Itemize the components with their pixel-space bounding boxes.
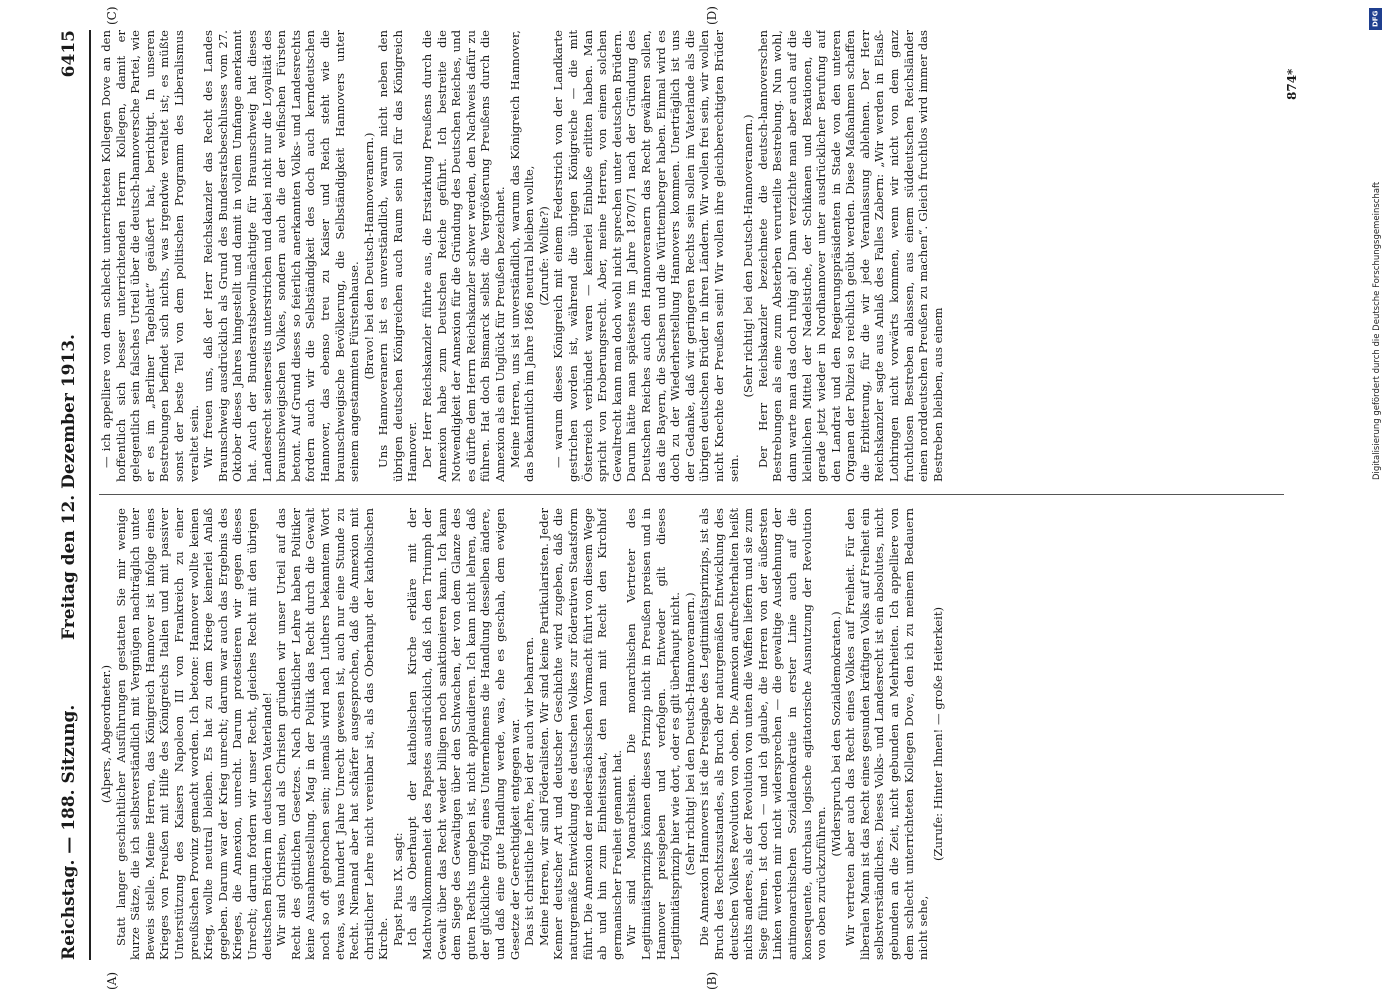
margin-marker-c: (C) <box>105 6 119 25</box>
header-rule <box>89 30 91 960</box>
text-column-right <box>99 30 1284 482</box>
margin-marker-a: (A) <box>105 971 119 990</box>
header-date: Freitag den 12. Dezember 1913. <box>59 334 79 640</box>
paragraph: Der Herr Reichskanzler bezeichnete die deutsch-hannoverschen Bestrebungen als eine zum Absterben verurteilte Bestrebung. Nun wohl, dann warte man das doch ruhig ab! Dann verzichte man aber auch auf die kleinlichen Mittel der Nadelstiche, der Schikanen und Bexationen, die gerade jetzt wieder in Nordhannover unter ausdrücklicher Berufung auf den Landrat und den Regierungspräsidenten in Stade von den unteren Organen der Polizei so reichlich geübt werden. Diese Maßnahmen schaffen die Erbitterung, für die wir jede Veranlassung ablehnen. Der Herr Reichskanzler sagte aus Anlaß des Falles Zabern: „Wir werden in Elsaß-Lothringen nicht vorwärts kommen, wenn wir nicht von dem ganz fruchtlosen Bestreben ablassen, aus einem süddeutschen Reichsländer einen norddeutschen Preußen zu machen“. Gleich fruchtlos wird immer das Bestreben bleiben, aus einem <box>755 30 945 482</box>
paragraph: Ich als Oberhaupt der katholischen Kirche erkläre mit der Machtvollkommenheit des Papstes ausdrücklich, daß ich den Triumph der Gewalt über das Recht weder billigen noch sanktionieren kann. Ich kann dem Siege des Gewaltigen über den Schwachen, der von dem Glanze des guten Rechts umgeben ist, nicht applaudieren. Ich kann nicht lehren, daß der glückliche Erfolg eines Unternehmens die Handlung desselben ändere, und daß eine gute Handlung werde, was, ehe es geschah, dem ewigen Gesetze der Gerechtigkeit entgegen war. <box>405 508 522 960</box>
digitization-note-text: Digitalisierung gefördert durch die Deutsche Forschungsgemeinschaft <box>1372 181 1382 480</box>
paragraph: Uns Hannoveranern ist es unverständlich, warum nicht neben den übrigen deutschen Königreichen auch Raum sein soll für das Königreich Hannover. <box>376 30 420 482</box>
header-left: Reichstag. — 188. Sitzung. <box>59 704 79 960</box>
margin-marker-d: (D) <box>705 6 719 25</box>
paragraph: Wir vertreten aber auch das Recht eines Volkes auf Freiheit. Für den liberalen Mann ist das Recht eines gesunden kräftigen Volks auf Freiheit ein selbstverständliches. Dieses Volks- und Landesrecht ist ein absolutes, nicht gebunden an die Zeit, nicht gebunden an Mehrheiten. Ich appelliere von dem schlecht unterrichteten Kollegen Dove, den ich zu meinem Bedauern nicht sehe, <box>843 508 931 960</box>
column-divider <box>99 494 1284 495</box>
paragraph: Meine Herren, uns ist unverständlich, warum das Königreich Hannover, das bekanntlich im Jahre 1866 neutral bleiben wollte, <box>507 30 537 482</box>
paragraph: — warum dieses Königreich mit einem Federstrich von der Landkarte gestrichen worden ist, während die übrigen Königreiche — die mit Österreich verbündet waren — keinerlei Einbuße erlitten haben. Man spricht von Eroberungsrecht. Aber, meine Herren, von einem solchen Gewaltrecht kann man doch wohl nicht sprechen unter deutschen Brüdern. Darum hätte man spätestens im Jahre 1870/71 nach der Gründung des Deutschen Reiches auch den Hannoveranern das Recht gewähren sollen, das die Bayern, die Sachsen und die Württemberger haben. Einmal wird es doch zu der Wiederherstellung Hannovers kommen. Unerträglich ist uns der Gedanke, daß wir geringeren Rechts sein sollen im Vaterlande als die übrigen deutschen Brüder in ihren Ländern. Wir wollen frei sein, wir wollen nicht Knechte der Preußen sein! Wir wollen ihre gleichberechtigten Brüder sein. <box>551 30 741 482</box>
paragraph: (Sehr richtig! bei den Deutsch-Hannoveranern.) <box>682 592 697 876</box>
margin-marker-b: (B) <box>705 971 719 990</box>
rotated-page-content <box>45 0 1345 1000</box>
paragraph: (Sehr richtig! bei den Deutsch-Hannoveranern.) <box>741 114 756 398</box>
paragraph: (Bravo! bei den Deutsch-Hannoveranern.) <box>361 132 376 380</box>
paragraph: Wir freuen uns, daß der Herr Reichskanzler das Recht des Landes Braunschweig ausdrücklich als Grund des Bundesratsbeschlusses vom 27. Oktober dieses Jahres hingestellt und damit in vollem Umfange anerkannt hat. Auch der Bundesratsbevollmächtigte für Braunschweig hat dieses Landesrecht seinerseits unterstrichen und dabei nicht nur die Loyalität des braunschweigischen Volkes, sondern auch die der welfischen Fürsten betont. Auf Grund dieses so feierlich anerkannten Volks- und Landesrechts fordern auch wir die Selbständigkeit des doch auch kerndeutschen Hannover, das ebenso treu zu Kaiser und Reich steht wie die braunschweigische Bevölkerung, die Selbständigkeit Hannovers unter seinem angestammten Fürstenhause. <box>201 30 362 482</box>
dfg-logo: DFG <box>1369 8 1382 30</box>
paragraph: Das ist christliche Lehre, bei der auch wir beharren. <box>522 636 537 946</box>
paragraph: Die Annexion Hannovers ist die Preisgabe des Legitimitätsprinzips, ist als Bruch des Rechtszustandes, als Bruch der naturgemäßen Entwicklung des deutschen Volkes Revolution von oben. Die Annexion aufrechterhalten heißt nichts anderes, als der Revolution von unten die Waffen liefern und sie zum Siege führen. Ist doch — und ich glaube, die Herren von der äußersten Linken werden mir nicht widersprechen — die gewaltige Ausdehnung der antimonarchischen Sozialdemokratie in erster Linie auch auf die konsequente, durchaus logische agitatorische Ausnutzung der Revolution von oben zurückzuführen. <box>697 508 829 960</box>
footer-mark: 874* <box>1285 68 1299 100</box>
text-column-left <box>99 508 1284 960</box>
paragraph: Wir sind Monarchisten. Die monarchischen Vertreter des Legitimitätsprinzips können dieses Prinzip nicht in Preußen preisen und in Hannover preisgeben und verfolgen. Entweder gilt dieses Legitimitätsprinzip hier wie dort, oder es gilt überhaupt nicht. <box>624 508 683 960</box>
header-page-number: 6415 <box>59 30 79 78</box>
paragraph: (Zurufe: Wollte?) <box>536 206 551 306</box>
paragraph: Statt langer geschichtlicher Ausführungen gestatten Sie mir wenige kurze Sätze, die ich selbstverständlich mit Vergnügen nachträglich unter Beweis stelle. Meine Herren, das Königreich Hannover ist infolge eines Krieges von Preußen mit Hilfe des Königreichs Italien und mit passiver Unterstützung des Kaisers Napoleon III von Frankreich zu einer preußischen Provinz gemacht worden. Ich betone: Hannover wollte keinen Krieg, wollte neutral bleiben. Es hat zu dem Kriege keinerlei Anlaß gegeben. Darum war der Krieg unrecht; darum war auch das Ergebnis des Krieges, die Annexion, unrecht. Darum protestieren wir gegen dieses Unrecht; darum fordern wir unser Recht, gleiches Recht mit den übrigen deutschen Brüdern im deutschen Vaterlande! <box>113 508 274 960</box>
paragraph: Der Herr Reichskanzler führte aus, die Erstarkung Preußens durch die Annexion habe zum Deutschen Reiche geführt. Ich bestreite die Notwendigkeit der Annexion für die Gründung des Deutschen Reiches, und es dürfte dem Herrn Reichskanzler schwer werden, den Nachweis dafür zu führen. Hat doch Bismarck selbst die Vergrößerung Preußens durch die Annexion als ein Unglück für Preußen bezeichnet. <box>420 30 508 482</box>
digitization-note <box>1372 10 1383 480</box>
paragraph: (Zurufe: Hinter Ihnen! — große Heiterkeit) <box>930 606 945 862</box>
paragraph: Papst Pius IX. sagt: <box>390 832 405 946</box>
paragraph: Wir sind Christen, und als Christen gründen wir unser Urteil auf das Recht des göttlichen Gesetzes. Nach christlicher Lehre haben Politiker keine Ausnahmestellung. Mag in der Politik das Recht durch die Gewalt noch so oft gebrochen sein; niemals wird nach Luthers bekanntem Wort etwas, was hundert Jahre Unrecht gewesen ist, auch nur eine Stunde zu Recht. Niemand aber hat schärfer ausgesprochen, daß die Annexion mit christlicher Lehre nicht vereinbar ist, als das Oberhaupt der katholischen Kirche. <box>274 508 391 960</box>
paragraph: (Alpers, Abgeordneter.) <box>99 664 113 804</box>
paragraph: (Widerspruch bei den Sozialdemokraten.) <box>828 611 843 857</box>
page-header <box>53 30 87 960</box>
paragraph: Meine Herren, wir sind Föderalisten. Wir sind keine Partikularisten. Jeder Kenner deutscher Art und deutscher Geschichte wird zugeben, daß die naturgemäße Entwicklung des deutschen Volkes zur föderativen Staatsform führt. Die Annexion der niedersächsischen Vormacht führt von diesem Wege ab und hin zum Einheitsstaat, den man mit Recht den Kirchhof germanischer Freiheit genannt hat. <box>536 508 624 960</box>
paragraph: — ich appelliere von dem schlecht unterrichteten Kollegen Dove an den hoffentlich sich besser unterrichtenden Herrn Kollegen, damit er gelegentlich sein falsches Urteil über die deutsch-hannoversche Partei, wie er es im „Berliner Tageblatt“ geäußert hat, berichtigt. In unseren Bestrebungen befindet sich nichts, was irgendwie veraltet ist; es müßte sonst der beste Teil von dem politischen Programm des Liberalismus veraltet sein. <box>99 30 201 482</box>
